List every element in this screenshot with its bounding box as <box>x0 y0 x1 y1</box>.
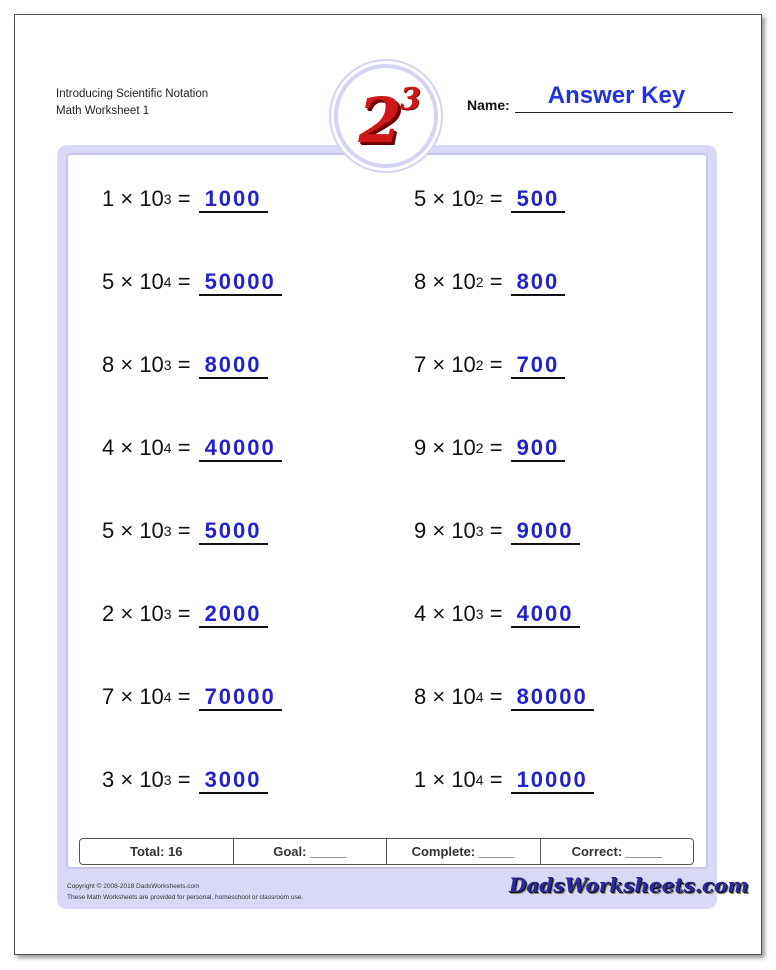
problem-exponent: 3 <box>163 191 172 207</box>
times-sign: × 10 <box>114 435 164 460</box>
problem-mantissa: 8 <box>414 269 427 294</box>
times-sign: × 10 <box>426 518 476 543</box>
problem <box>414 186 565 213</box>
worksheet-header <box>56 86 208 120</box>
problem-mantissa: 5 <box>414 186 427 211</box>
answer-field[interactable]: 900 <box>511 436 566 462</box>
times-sign: × 10 <box>426 435 476 460</box>
answer-field[interactable]: 500 <box>511 187 566 213</box>
answer-field[interactable]: 2000 <box>199 602 268 628</box>
problem-mantissa: 9 <box>414 435 427 460</box>
problem-exponent: 2 <box>475 191 484 207</box>
equals-sign: = <box>483 269 503 294</box>
answer-field[interactable]: 700 <box>511 353 566 379</box>
brand-logo: DadsWorksheets.com <box>509 873 749 897</box>
problem <box>414 684 594 711</box>
problem-exponent: 3 <box>475 523 484 539</box>
problem-exponent: 2 <box>475 274 484 290</box>
answer-field[interactable]: 80000 <box>511 685 594 711</box>
equals-sign: = <box>171 186 191 211</box>
times-sign: × 10 <box>426 269 476 294</box>
answer-field[interactable]: 1000 <box>199 187 268 213</box>
worksheet-subtitle: Math Worksheet 1 <box>56 105 150 117</box>
equals-sign: = <box>483 518 503 543</box>
equals-sign: = <box>171 352 191 377</box>
problem <box>414 518 580 545</box>
answer-field[interactable]: 9000 <box>511 519 580 545</box>
total-cell: Total: 16 <box>80 839 234 864</box>
footer-text <box>67 881 303 903</box>
answer-field[interactable]: 10000 <box>511 768 594 794</box>
problem-mantissa: 4 <box>414 601 427 626</box>
score-table <box>79 838 694 865</box>
problem-exponent: 3 <box>163 772 172 788</box>
answer-field[interactable]: 4000 <box>511 602 580 628</box>
goal-cell: Goal: _____ <box>234 839 388 864</box>
problem <box>102 269 282 296</box>
problem <box>414 767 594 794</box>
times-sign: × 10 <box>426 767 476 792</box>
problem <box>414 269 565 296</box>
problem-exponent: 4 <box>163 689 172 705</box>
equals-sign: = <box>171 518 191 543</box>
problem-mantissa: 4 <box>102 435 115 460</box>
problem-mantissa: 1 <box>414 767 427 792</box>
problem-exponent: 4 <box>163 274 172 290</box>
problem-mantissa: 5 <box>102 518 115 543</box>
problem <box>102 518 268 545</box>
usage-notice: These Math Worksheets are provided for personal, homeschool or classroom use. <box>67 894 304 901</box>
times-sign: × 10 <box>426 186 476 211</box>
problem-exponent: 3 <box>475 606 484 622</box>
times-sign: × 10 <box>114 684 164 709</box>
correct-cell: Correct: _____ <box>571 844 662 859</box>
problem-exponent: 4 <box>475 772 484 788</box>
problem-mantissa: 1 <box>102 186 115 211</box>
logo-exponent: 3 <box>400 82 421 117</box>
answer-field[interactable]: 40000 <box>199 436 282 462</box>
answer-field[interactable]: 800 <box>511 270 566 296</box>
name-line <box>515 112 733 113</box>
problem <box>102 767 268 794</box>
copyright: Copyright © 2008-2018 DadsWorksheets.com <box>67 883 200 890</box>
equals-sign: = <box>483 435 503 460</box>
equals-sign: = <box>171 767 191 792</box>
equals-sign: = <box>171 684 191 709</box>
equals-sign: = <box>171 269 191 294</box>
equals-sign: = <box>171 435 191 460</box>
times-sign: × 10 <box>114 269 164 294</box>
problem-mantissa: 5 <box>102 269 115 294</box>
answer-field[interactable]: 70000 <box>199 685 282 711</box>
worksheet-title: Introducing Scientific Notation <box>56 88 209 100</box>
problem-mantissa: 3 <box>102 767 115 792</box>
equals-sign: = <box>483 352 503 377</box>
times-sign: × 10 <box>426 601 476 626</box>
equals-sign: = <box>483 601 503 626</box>
problem-mantissa: 8 <box>414 684 427 709</box>
problem-exponent: 4 <box>475 689 484 705</box>
complete-cell: Complete: _____ <box>387 839 541 864</box>
equals-sign: = <box>483 767 503 792</box>
times-sign: × 10 <box>114 352 164 377</box>
logo-badge <box>334 64 438 168</box>
problem <box>414 435 565 462</box>
problem-mantissa: 8 <box>102 352 115 377</box>
times-sign: × 10 <box>426 684 476 709</box>
times-sign: × 10 <box>426 352 476 377</box>
problem-exponent: 2 <box>475 357 484 373</box>
problem <box>102 435 282 462</box>
problem <box>102 352 268 379</box>
problem-mantissa: 7 <box>102 684 115 709</box>
equals-sign: = <box>483 684 503 709</box>
times-sign: × 10 <box>114 518 164 543</box>
problem <box>102 186 268 213</box>
equals-sign: = <box>171 601 191 626</box>
problem <box>102 601 268 628</box>
times-sign: × 10 <box>114 186 164 211</box>
times-sign: × 10 <box>114 767 164 792</box>
name-field[interactable]: Answer Key <box>547 82 686 109</box>
problem <box>414 352 565 379</box>
problem-exponent: 2 <box>475 440 484 456</box>
problem-exponent: 3 <box>163 606 172 622</box>
answer-field[interactable]: 3000 <box>199 768 268 794</box>
answer-field[interactable]: 50000 <box>199 270 282 296</box>
problem <box>102 684 282 711</box>
times-sign: × 10 <box>114 601 164 626</box>
problem-exponent: 3 <box>163 357 172 373</box>
problem-mantissa: 7 <box>414 352 427 377</box>
problem-exponent: 4 <box>163 440 172 456</box>
problem <box>414 601 580 628</box>
problem-mantissa: 2 <box>102 601 115 626</box>
problem-exponent: 3 <box>163 523 172 539</box>
equals-sign: = <box>483 186 503 211</box>
problem-mantissa: 9 <box>414 518 427 543</box>
answer-field[interactable]: 5000 <box>199 519 268 545</box>
logo-base: 2 <box>358 83 402 157</box>
name-label: Name: <box>467 97 510 113</box>
problem-area <box>66 153 708 869</box>
answer-field[interactable]: 8000 <box>199 353 268 379</box>
